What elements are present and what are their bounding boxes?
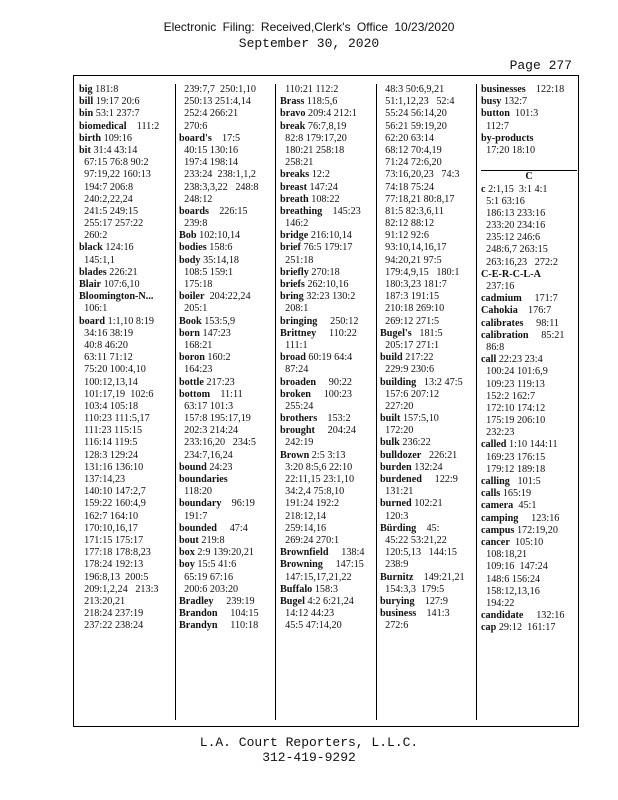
index-line: 157:6 207:12 [380, 388, 440, 400]
index-line: businesses 122:18 [481, 84, 565, 95]
index-line: 118:20 [179, 486, 213, 498]
index-line: 234:7,16,24 [179, 449, 233, 461]
index-line: bounded 47:4 [179, 522, 248, 534]
index-line: burned 102:21 [380, 498, 443, 510]
index-line: Bugel 4:2 6:21,24 [280, 595, 354, 607]
index-line: 93:10,14,16,17 [380, 242, 447, 254]
index-line: 55:24 56:14,20 [380, 108, 447, 120]
index-line: 179:4,9,15 180:1 [380, 266, 460, 278]
index-line: 106:1 [79, 303, 108, 315]
index-line: Brownfield 138:4 [280, 547, 365, 559]
index-line: building 13:2 47:5 [380, 376, 463, 388]
index-line: 168:21 [179, 339, 213, 351]
index-line: boards 226:15 [179, 205, 248, 217]
index-line: 187:3 191:15 [380, 291, 440, 303]
index-line: breaks 12:2 [280, 169, 330, 181]
index-line: 258:21 [280, 157, 314, 169]
index-line: 242:19 [280, 437, 314, 449]
index-line: 196:8,13 200:5 [79, 571, 149, 583]
index-line: 175:18 [179, 279, 213, 290]
index-line: Brandon 104:15 [179, 608, 259, 620]
index-line: bin 53:1 237:7 [79, 108, 140, 120]
index-line: 170:10,16,17 [79, 522, 138, 534]
index-line: 131:21 [380, 486, 414, 498]
index-line: cadmium 171:7 [481, 293, 558, 305]
index-line: 34:2,4 75:8,10 [280, 486, 345, 498]
index-line: 178:24 192:13 [79, 559, 144, 571]
index-line: 148:6 156:24 [481, 573, 541, 585]
index-line: bottle 217:23 [179, 376, 235, 388]
index-line: 97:19,22 160:13 [79, 169, 151, 181]
filing-date: September 30, 2020 [238, 36, 380, 51]
index-line: burden 132:24 [380, 461, 443, 473]
index-line: button 101:3 [481, 108, 539, 120]
index-line: 5:1 63:16 [481, 195, 525, 207]
index-line: 270:6 [179, 120, 208, 132]
index-line: boy 15:5 41:6 [179, 559, 237, 571]
index-column-4 [380, 84, 472, 720]
index-line: 109:16 147:24 [481, 561, 548, 573]
index-line: c 2:1,15 3:1 4:1 [481, 183, 548, 195]
index-line: bill 19:17 20:6 [79, 96, 140, 108]
letter-header: C [481, 170, 577, 183]
index-line: Brandyn 110:18 [179, 620, 259, 632]
index-line: 172:10 174:12 [481, 402, 546, 414]
index-line: box 2:9 139:20,21 [179, 547, 255, 559]
column-divider [175, 84, 176, 720]
index-line: 218:24 237:19 [79, 608, 144, 620]
index-line: 218:12,14 [280, 510, 327, 522]
index-line: 48:3 50:6,9,21 [380, 84, 445, 95]
index-line: brothers 153:2 [280, 413, 351, 425]
index-line: 159:22 160:4,9 [79, 498, 146, 510]
index-line: 171:15 175:17 [79, 534, 144, 546]
index-line: broken 100:23 [280, 388, 352, 400]
filing-header: Electronic Filing: Received,Clerk's Office 10/23/2020 [163, 20, 455, 34]
index-line: breath 108:22 [280, 193, 340, 205]
index-line: campus 172:19,20 [481, 524, 558, 536]
index-line: 272:6 [380, 620, 409, 632]
footer-company: L.A. Court Reporters, L.L.C. [199, 735, 419, 750]
index-line: call 22:23 23:4 [481, 354, 543, 366]
index-line: bringing 250:12 [280, 315, 359, 327]
index-line: 248:6,7 263:15 [481, 244, 548, 256]
index-line: boiler 204:22,24 [179, 291, 251, 303]
index-line: 154:3,3 179:5 [380, 583, 445, 595]
index-line: 202:3 214:24 [179, 425, 239, 437]
index-line: 172:20 [380, 425, 414, 437]
index-line: 3:20 8:5,6 22:10 [280, 461, 353, 473]
index-line: broad 60:19 64:4 [280, 352, 353, 364]
index-line: bottom 11:11 [179, 388, 243, 400]
index-line: called 1:10 144:11 [481, 439, 558, 451]
index-line: 108:5 159:1 [179, 266, 234, 278]
index-line: blades 226:21 [79, 266, 138, 278]
index-line: 51:1,12,23 52:4 [380, 96, 455, 108]
index-line: 77:18,21 80:8,17 [380, 193, 455, 205]
index-line: 237:22 238:24 [79, 620, 144, 632]
index-line: 233:20 234:16 [481, 220, 546, 232]
index-line: 67:15 76:8 90:2 [79, 157, 149, 169]
index-line: bodies 158:6 [179, 242, 233, 254]
index-line: 82:12 88:12 [380, 218, 435, 230]
index-line: break 76:7,8,19 [280, 120, 347, 132]
index-column-2 [179, 84, 271, 720]
index-line: 205:1 [179, 303, 208, 315]
index-line: 194:22 [481, 597, 515, 609]
index-line: 241:5 249:15 [79, 205, 139, 217]
index-line: 56:21 59:19,20 [380, 120, 447, 132]
index-line: 233:16,20 234:5 [179, 437, 256, 449]
index-line: 120:3 [380, 510, 409, 522]
index-line: 120:5,13 144:15 [380, 547, 457, 559]
index-line: 100:24 101:6,9 [481, 366, 548, 378]
index-line: briefly 270:18 [280, 266, 340, 278]
index-line: 86:8 [481, 341, 505, 353]
index-line: born 147:23 [179, 327, 231, 339]
index-line: 45:22 53:21,22 [380, 534, 447, 546]
index-line: 213:20,21 [79, 595, 126, 607]
index-line: bout 219:8 [179, 534, 225, 546]
index-line: burying 127:9 [380, 595, 448, 607]
index-line: 152:2 162:7 [481, 390, 536, 402]
index-line [481, 157, 577, 169]
index-line: calls 165:19 [481, 488, 532, 500]
index-line: 255:24 [280, 400, 314, 412]
index-line: 40:15 130:16 [179, 144, 239, 156]
index-line: 200:6 203:20 [179, 583, 239, 595]
index-line: boron 160:2 [179, 352, 231, 364]
index-line: 269:12 271:5 [380, 315, 440, 327]
index-line: camera 45:1 [481, 500, 537, 512]
index-line: 251:18 [280, 254, 314, 266]
index-line: Brown 2:5 3:13 [280, 449, 346, 461]
index-line: 63:11 71:12 [79, 352, 133, 364]
index-line: 238:3,3,22 248:8 [179, 181, 259, 193]
index-line: board's 17:5 [179, 132, 241, 144]
index-line: 239:7,7 250:1,10 [179, 84, 256, 95]
index-column-5 [481, 84, 577, 720]
index-line: 71:24 72:6,20 [380, 157, 442, 169]
index-line: 164:23 [179, 364, 213, 376]
index-line: business 141:3 [380, 608, 450, 620]
index-line: 109:23 119:13 [481, 378, 545, 390]
index-line: cancer 105:10 [481, 536, 544, 548]
index-line: Blair 107:6,10 [79, 279, 140, 290]
index-line: by-products [481, 132, 534, 144]
index-line: 128:3 129:24 [79, 449, 139, 461]
index-box [73, 75, 579, 727]
index-line: 137:14,23 [79, 474, 126, 485]
index-line: Bugel's 181:5 [380, 327, 443, 339]
index-line: calling 101:5 [481, 476, 541, 487]
index-line: 209:1,2,24 213:3 [79, 583, 159, 595]
index-line: 252:4 266:21 [179, 108, 239, 120]
index-line: Bloomington-N... [79, 291, 154, 303]
index-line: 179:12 189:18 [481, 463, 546, 475]
index-line: 239:8 [179, 218, 208, 230]
index-line: Brittney 110:22 [280, 327, 357, 339]
index-line: 237:16 [481, 281, 515, 292]
index-line: body 35:14,18 [179, 254, 240, 266]
index-line: Browning 147:15 [280, 559, 364, 571]
index-line: 157:8 195:17,19 [179, 413, 251, 425]
index-line: 263:16,23 272:2 [481, 256, 558, 268]
index-line: 94:20,21 97:5 [380, 254, 442, 266]
index-line: cap 29:12 161:17 [481, 622, 556, 634]
index-line: 101:17,19 102:6 [79, 388, 154, 400]
index-line: 145:1,1 [79, 254, 115, 266]
index-line: 17:20 18:10 [481, 144, 536, 156]
index-line: 238:9 [380, 559, 409, 571]
index-line: boundaries [179, 474, 228, 485]
index-line: bravo 209:4 212:1 [280, 108, 357, 120]
index-line: 110:21 112:2 [280, 84, 339, 95]
index-line: boundary 96:19 [179, 498, 255, 510]
page-number: Page 277 [509, 58, 572, 73]
index-line: breathing 145:23 [280, 205, 361, 217]
index-line: camping 123:16 [481, 512, 560, 524]
column-divider [275, 84, 276, 720]
index-line: 259:14,16 [280, 522, 327, 534]
index-line: candidate 132:16 [481, 610, 565, 622]
index-line: 191:24 192:2 [280, 498, 340, 510]
index-line: 73:16,20,23 74:3 [380, 169, 460, 181]
index-line: 229:9 230:6 [380, 364, 435, 376]
index-line: 180:3,23 181:7 [380, 279, 447, 290]
index-line: 81:5 82:3,6,11 [380, 205, 444, 217]
index-line: 169:23 176:15 [481, 451, 546, 463]
index-line: 68:12 70:4,19 [380, 144, 442, 156]
index-line: 227:20 [380, 400, 414, 412]
index-line: 205:17 271:1 [380, 339, 440, 351]
index-line: 197:4 198:14 [179, 157, 239, 169]
index-line: calibrates 98:11 [481, 317, 559, 329]
index-line: bridge 216:10,14 [280, 230, 352, 242]
index-line: 186:13 233:16 [481, 207, 546, 219]
index-line: build 217:22 [380, 352, 434, 364]
index-line: 87:24 [280, 364, 309, 376]
index-line: 158:12,13,16 [481, 585, 540, 597]
index-line: 255:17 257:22 [79, 218, 144, 230]
index-line: Book 153:5,9 [179, 315, 236, 327]
index-line: 82:8 179:17,20 [280, 132, 347, 144]
index-line: bring 32:23 130:2 [280, 291, 356, 303]
index-line: breast 147:24 [280, 181, 338, 193]
index-line: 65:19 67:16 [179, 571, 234, 583]
index-column-3 [280, 84, 372, 720]
index-line: 208:1 [280, 303, 309, 315]
index-line: 100:12,13,14 [79, 376, 138, 388]
index-line: big 181:8 [79, 84, 119, 95]
index-line: burdened 122:9 [380, 474, 458, 485]
index-line: bulk 236:22 [380, 437, 431, 449]
index-line: 103:4 105:18 [79, 400, 139, 412]
index-line: black 124:16 [79, 242, 134, 254]
index-line: 162:7 164:10 [79, 510, 139, 522]
index-line: 248:12 [179, 193, 213, 205]
index-line: busy 132:7 [481, 96, 528, 108]
index-line: 111:23 115:15 [79, 425, 143, 437]
index-line: 210:18 269:10 [380, 303, 445, 315]
index-line: 91:12 92:6 [380, 230, 429, 242]
index-line: 269:24 270:1 [280, 534, 340, 546]
index-line: Cahokia 176:7 [481, 305, 552, 317]
index-line: 260:2 [79, 230, 108, 242]
index-line: brought 204:24 [280, 425, 356, 437]
index-line: built 157:5,10 [380, 413, 439, 425]
index-line: 147:15,17,21,22 [280, 571, 352, 583]
index-line: Burnitz 149:21,21 [380, 571, 465, 583]
index-line: broaden 90:22 [280, 376, 352, 388]
index-line: Brass 118:5,6 [280, 96, 338, 108]
column-divider [476, 84, 477, 720]
index-line: 233:24 238:1,1,2 [179, 169, 256, 181]
index-line: briefs 262:10,16 [280, 279, 349, 290]
index-line: Bürding 45: [380, 522, 440, 534]
index-column-1 [79, 84, 171, 720]
index-line: brief 76:5 179:17 [280, 242, 353, 254]
index-line: 110:23 111:5,17 [79, 413, 150, 425]
index-line: 175:19 206:10 [481, 415, 546, 427]
index-line: birth 109:16 [79, 132, 132, 144]
index-line: 34:16 38:19 [79, 327, 134, 339]
index-line: 240:2,22,24 [79, 193, 133, 205]
column-divider [376, 84, 377, 720]
index-line: 235:12 246:6 [481, 232, 541, 244]
index-line: Bob 102:10,14 [179, 230, 241, 242]
index-line: 74:18 75:24 [380, 181, 435, 193]
index-line: biomedical 111:2 [79, 120, 160, 132]
index-line: 191:7 [179, 510, 208, 522]
index-line: 250:13 251:4,14 [179, 96, 251, 108]
index-line: bulldozer 226:21 [380, 449, 458, 461]
index-line: board 1:1,10 8:19 [79, 315, 155, 327]
index-line: 232:23 [481, 427, 515, 439]
index-line: 146:2 [280, 218, 309, 230]
index-line: 45:5 47:14,20 [280, 620, 342, 632]
index-line: 180:21 258:18 [280, 144, 345, 156]
index-line: 112:7 [481, 120, 509, 132]
index-line: bound 24:23 [179, 461, 233, 473]
index-line: 62:20 63:14 [380, 132, 435, 144]
index-line: 194:7 206:8 [79, 181, 134, 193]
index-line: Buffalo 158:3 [280, 583, 339, 595]
index-line: 116:14 119:5 [79, 437, 138, 449]
index-line: 75:20 100:4,10 [79, 364, 146, 376]
index-line: C-E-R-C-L-A [481, 268, 541, 280]
index-line: calibration 85:21 [481, 329, 565, 341]
index-line: Bradley 239:19 [179, 595, 255, 607]
index-line: 40:8 46:20 [79, 339, 128, 351]
footer-phone: 312-419-9292 [262, 750, 356, 765]
index-line: 111:1 [280, 339, 308, 351]
index-line: bit 31:4 43:14 [79, 144, 138, 156]
index-line: 131:16 136:10 [79, 461, 144, 473]
index-line: 140:10 147:2,7 [79, 486, 146, 498]
index-line: 63:17 101:3 [179, 400, 234, 412]
index-line: 14:12 44:23 [280, 608, 335, 620]
index-line: 22:11,15 23:1,10 [280, 474, 355, 485]
index-line: 177:18 178:8,23 [79, 547, 151, 559]
index-line: 108:18,21 [481, 549, 528, 561]
